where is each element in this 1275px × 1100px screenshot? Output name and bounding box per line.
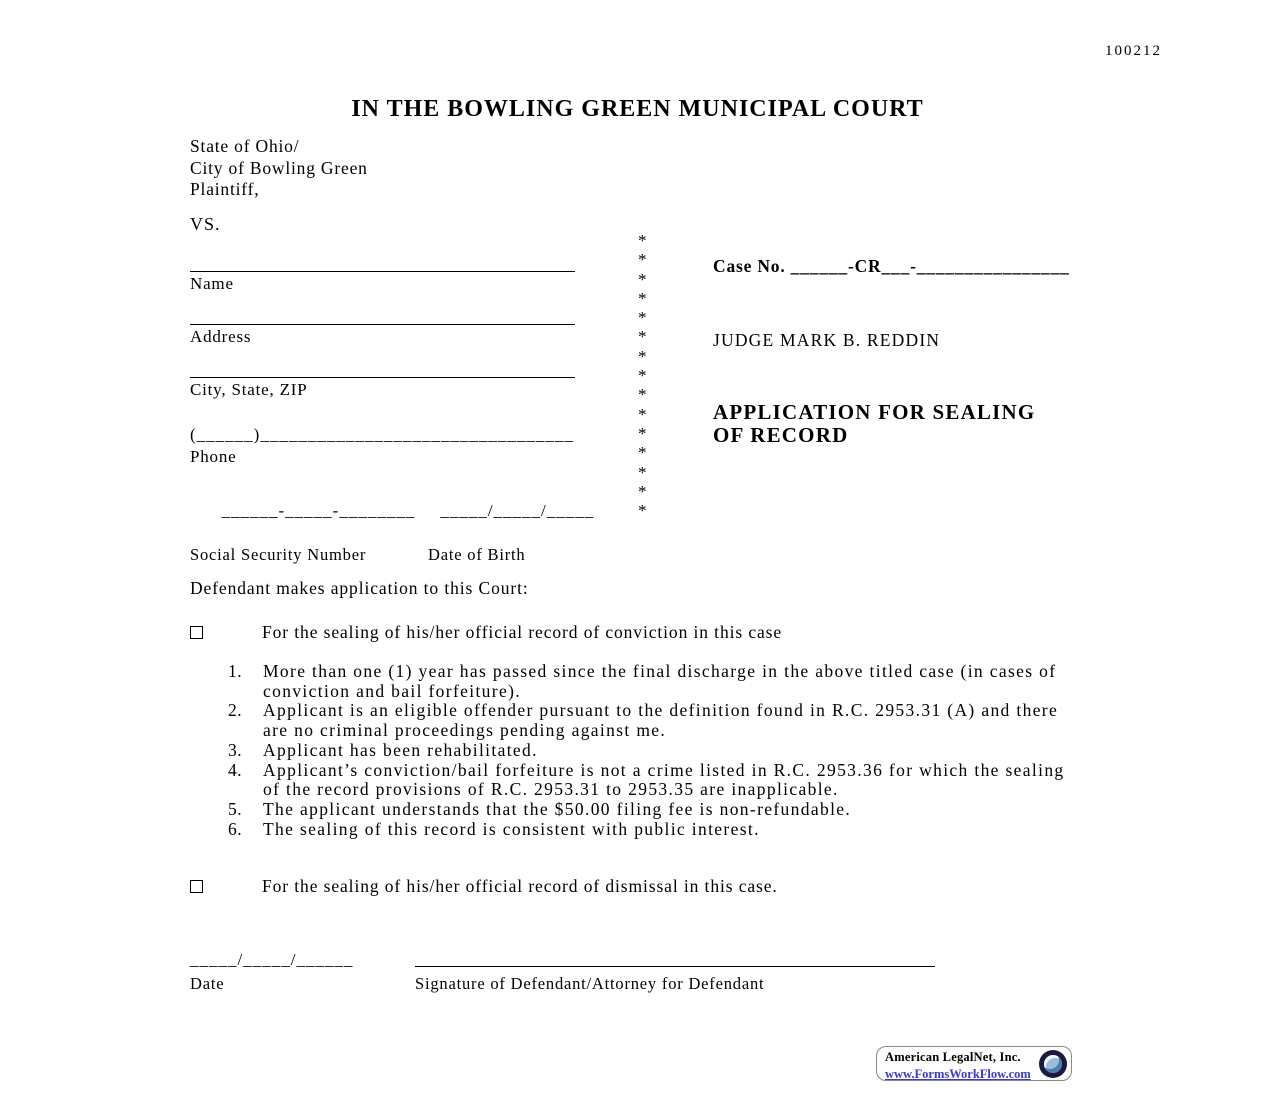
- conviction-checkbox-label: For the sealing of his/her official record of conviction in this case: [262, 622, 783, 642]
- dob-field-line[interactable]: _____/_____/_____: [440, 501, 595, 520]
- ssn-dob-labels: [190, 541, 594, 565]
- list-item-number: 4.: [228, 759, 243, 780]
- dob-field-label: Date of Birth: [428, 545, 526, 564]
- application-conditions-list: [190, 662, 1075, 839]
- name-field-label: Name: [190, 274, 234, 293]
- list-item-text: Applicant’s conviction/bail forfeiture is not a crime listed in R.C. 2953.36 for which the sealing of the record provisions of R.C. 2953.31 to 2953.35 are inapplicable.: [263, 759, 1065, 800]
- city-state-zip-field-label: City, State, ZIP: [190, 380, 308, 399]
- list-item: [190, 800, 1075, 820]
- asterisk: *: [638, 308, 647, 328]
- asterisk: *: [638, 385, 647, 405]
- vendor-website-link[interactable]: www.FormsWorkFlow.com: [885, 1067, 1031, 1081]
- plaintiff-line-state: State of Ohio/: [190, 136, 300, 156]
- address-field-label: Address: [190, 327, 252, 346]
- plaintiff-line-city: City of Bowling Green: [190, 157, 368, 178]
- dismissal-checkbox-row: [190, 876, 778, 897]
- plaintiff-block: [190, 136, 368, 201]
- page-title: IN THE BOWLING GREEN MUNICIPAL COURT: [351, 96, 924, 122]
- vendor-company-name: American LegalNet, Inc.: [885, 1050, 1021, 1064]
- conviction-checkbox[interactable]: [190, 626, 203, 639]
- vendor-badge: [876, 1046, 1072, 1081]
- list-item-number: 2.: [228, 700, 243, 721]
- asterisk: *: [638, 288, 647, 308]
- application-title-line1: APPLICATION FOR SEALING: [713, 400, 1036, 424]
- case-number-line[interactable]: Case No. ______-CR___-________________: [713, 256, 1070, 276]
- asterisk: *: [638, 404, 647, 424]
- list-item: [190, 662, 1075, 701]
- signature-field-line[interactable]: [415, 952, 935, 967]
- asterisk: *: [638, 462, 647, 482]
- list-item-number: 3.: [228, 739, 243, 760]
- dismissal-checkbox[interactable]: [190, 880, 203, 893]
- asterisk: *: [638, 327, 647, 347]
- ssn-field-label: Social Security Number: [190, 545, 367, 564]
- list-item-number: 6.: [228, 818, 243, 839]
- ssn-field-line[interactable]: ______-_____-________: [221, 501, 416, 520]
- application-title-line2: OF RECORD: [713, 423, 849, 447]
- asterisk: *: [638, 481, 647, 501]
- phone-field-line[interactable]: (______)_________________________________: [190, 425, 574, 444]
- name-field-group: [190, 258, 575, 294]
- date-field-line[interactable]: _____/_____/______: [190, 950, 354, 969]
- list-item-text: The sealing of this record is consistent with public interest.: [263, 818, 760, 839]
- list-item-number: 1.: [228, 661, 243, 681]
- application-title: [713, 401, 1035, 447]
- name-field-line[interactable]: [190, 258, 575, 272]
- list-item-number: 5.: [228, 798, 243, 819]
- list-item: [190, 761, 1075, 800]
- asterisk: *: [638, 443, 647, 463]
- list-item: [190, 820, 1075, 840]
- city-state-zip-field-line[interactable]: [190, 364, 575, 378]
- list-item: [190, 701, 1075, 740]
- asterisk: *: [638, 423, 647, 443]
- list-item-text: Applicant has been rehabilitated.: [263, 739, 538, 760]
- signature-field-label: Signature of Defendant/Attorney for Defendant: [415, 974, 765, 993]
- asterisk: *: [638, 269, 647, 289]
- application-intro: Defendant makes application to this Court:: [190, 578, 529, 598]
- dismissal-checkbox-label: For the sealing of his/her official record of dismissal in this case.: [262, 876, 778, 896]
- address-field-group: [190, 311, 575, 347]
- asterisk: *: [638, 501, 647, 521]
- asterisk: *: [638, 250, 647, 270]
- globe-logo-icon: [1039, 1050, 1067, 1078]
- ssn-dob-field-group: [190, 481, 594, 565]
- ssn-dob-lines: [190, 481, 594, 541]
- address-field-line[interactable]: [190, 311, 575, 325]
- date-field-label: Date: [190, 974, 225, 993]
- asterisk: *: [638, 366, 647, 386]
- vs-label: VS.: [190, 214, 221, 234]
- judge-name: JUDGE MARK B. REDDIN: [713, 330, 941, 350]
- phone-field-label: Phone: [190, 447, 237, 466]
- city-state-zip-field-group: [190, 364, 575, 400]
- phone-field-group: [190, 425, 574, 467]
- list-item-text: More than one (1) year has passed since the final discharge in the above titled case (in cases of conviction and bail forfeiture).: [263, 661, 1057, 701]
- list-item-text: Applicant is an eligible offender pursuant to the definition found in R.C. 2953.31 (A) and there are no criminal proceedings pending against me.: [263, 700, 1059, 741]
- conviction-checkbox-row: [190, 622, 782, 643]
- form-number: 100212: [1105, 43, 1162, 59]
- asterisk: *: [638, 231, 647, 250]
- list-item-text: The applicant understands that the $50.00 filing fee is non-refundable.: [263, 798, 852, 819]
- asterisk: *: [638, 346, 647, 366]
- globe-icon-inner: [1044, 1055, 1062, 1073]
- asterisk-divider-column: [638, 231, 647, 520]
- list-item: [190, 741, 1075, 761]
- plaintiff-line-plaintiff: Plaintiff,: [190, 179, 260, 199]
